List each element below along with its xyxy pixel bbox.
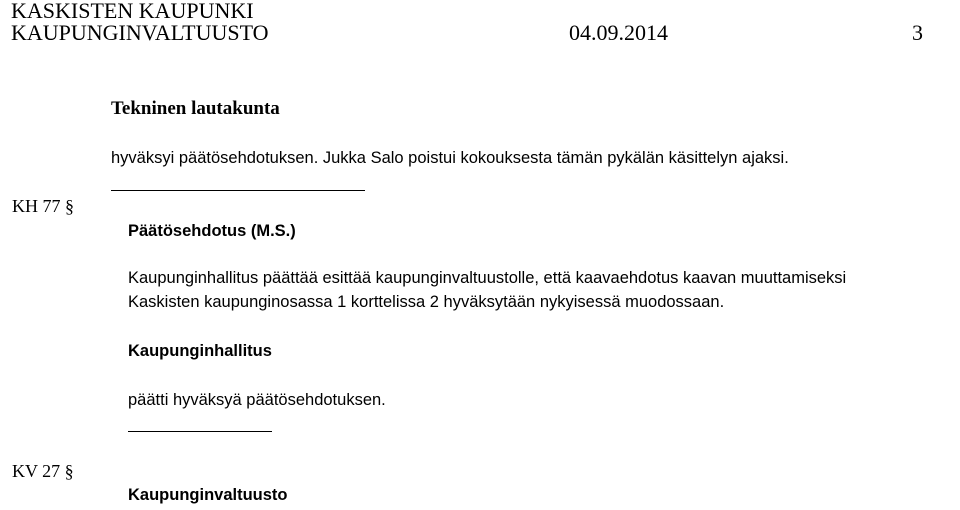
kaupunginhallitus-decision-text: päätti hyväksyä päätösehdotuksen. (128, 391, 386, 409)
kaupunginvaltuusto-heading: Kaupunginvaltuusto (128, 486, 288, 504)
document-date: 04.09.2014 (569, 20, 668, 45)
kh-reference: KH 77 § (12, 196, 74, 216)
kv-reference: KV 27 § (12, 461, 74, 481)
document-org-title: KASKISTEN KAUPUNKI (11, 0, 254, 23)
kaupunginhallitus-heading: Kaupunginhallitus (128, 342, 272, 360)
proposal-text-line-2: Kaskisten kaupunginosassa 1 korttelissa 2 hyväksytään nykyisessä muodossaan. (128, 293, 725, 311)
page-number: 3 (912, 20, 923, 45)
separator-rule (128, 431, 272, 432)
proposal-heading: Päätösehdotus (M.S.) (128, 222, 296, 240)
section-decision-text: hyväksyi päätösehdotuksen. Jukka Salo poistui kokouksesta tämän pykälän käsittelyn ajaksi. (111, 149, 789, 167)
document-body-title: KAUPUNGINVALTUUSTO (11, 20, 269, 45)
proposal-text-line-1: Kaupunginhallitus päättää esittää kaupunginvaltuustolle, että kaavaehdotus kaavan muuttamiseksi (128, 269, 847, 287)
separator-rule (111, 190, 365, 191)
section-heading-tekninen-lautakunta: Tekninen lautakunta (111, 98, 280, 119)
